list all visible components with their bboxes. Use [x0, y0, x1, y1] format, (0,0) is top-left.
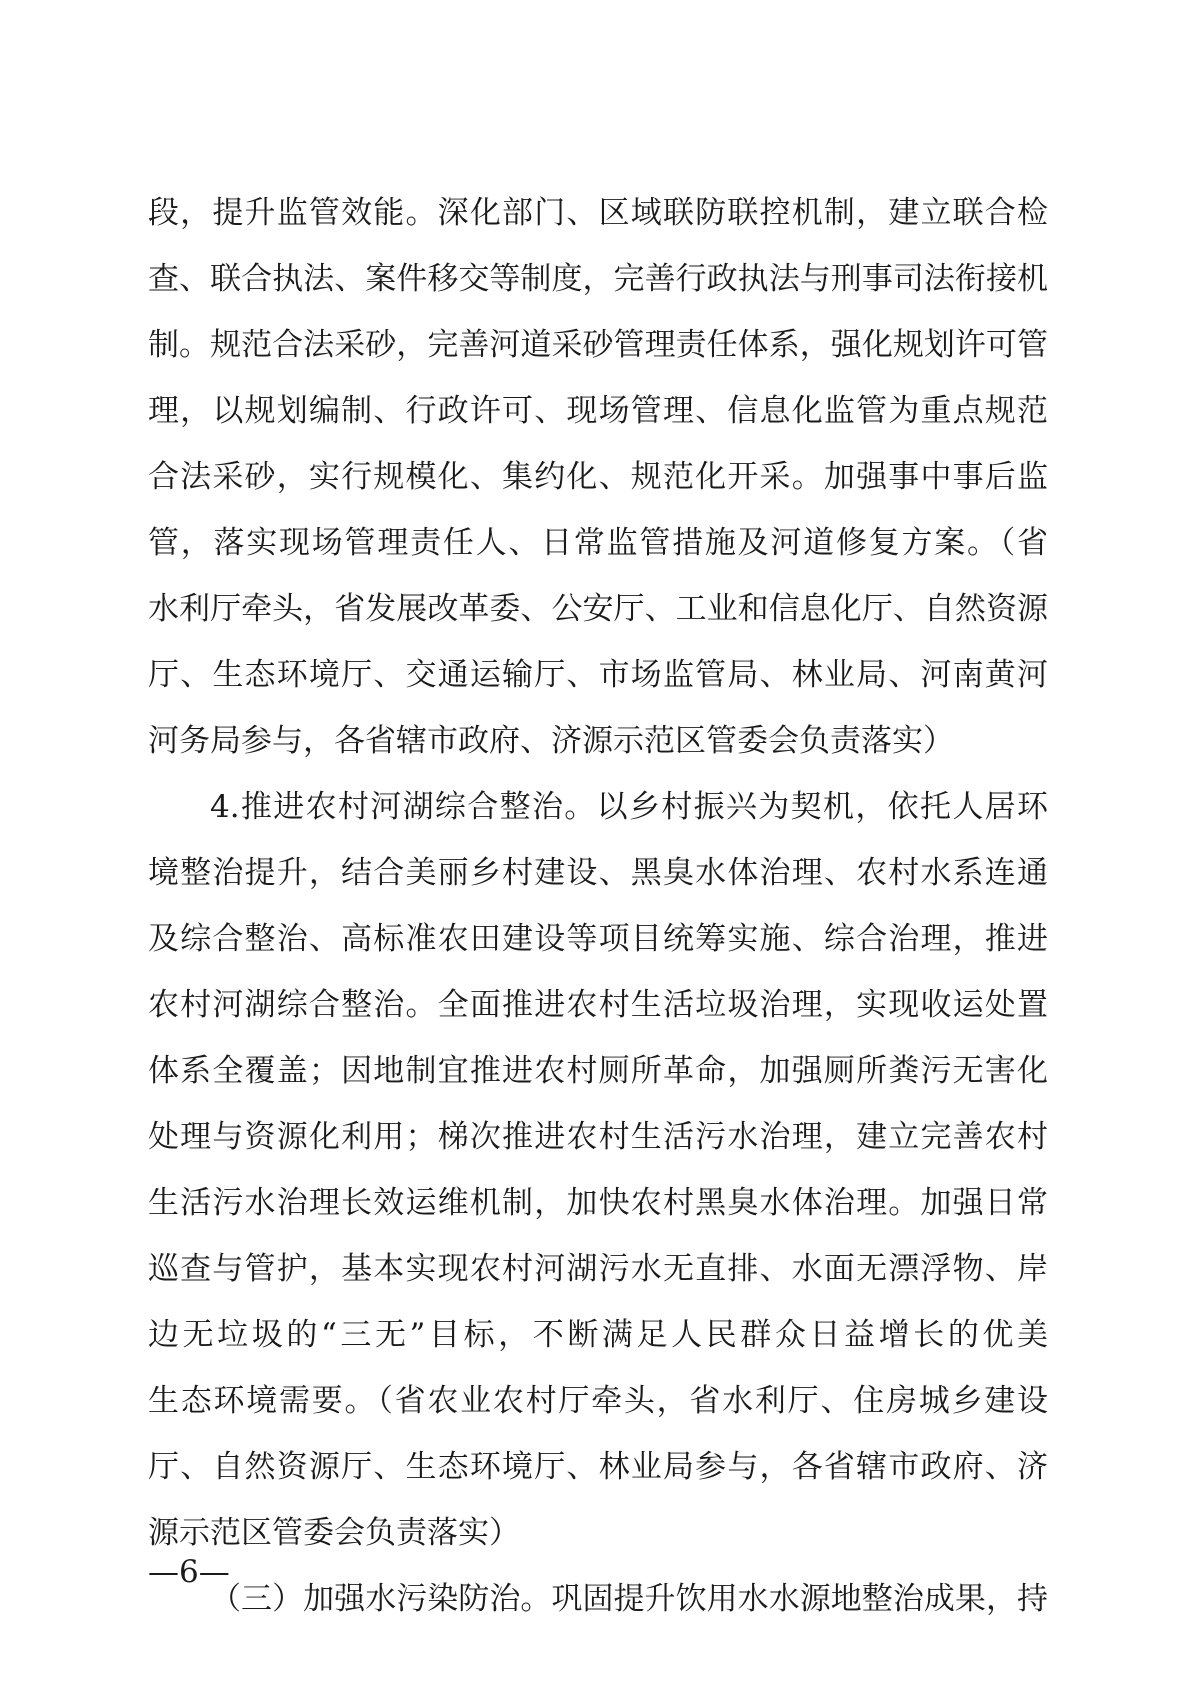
text-line: 境整治提升，结合美丽乡村建设、黑臭水体治理、农村水系连通 [148, 855, 1048, 891]
page-number: —6— [148, 1554, 230, 1590]
text-line: 体系全覆盖；因地制宜推进农村厕所革命，加强厕所粪污无害化 [148, 1053, 1048, 1089]
text-line: 水利厅牵头，省发展改革委、公安厅、工业和信息化厅、自然资源 [148, 591, 1048, 627]
text-line: 制。规范合法采砂，完善河道采砂管理责任体系，强化规划许可管 [148, 327, 1048, 363]
text-line: 段，提升监管效能。深化部门、区域联防联控机制，建立联合检 [148, 195, 1048, 231]
text-line: 合法采砂，实行规模化、集约化、规范化开采。加强事中事后监 [148, 459, 1048, 495]
text-line: 管，落实现场管理责任人、日常监管措施及河道修复方案。（省 [148, 525, 1048, 561]
text-line: 及综合整治、高标准农田建设等项目统筹实施、综合治理，推进 [148, 921, 1048, 957]
text-line: 生活污水治理长效运维机制，加快农村黑臭水体治理。加强日常 [148, 1185, 1048, 1221]
text-line: 河务局参与，各省辖市政府、济源示范区管委会负责落实） [148, 723, 954, 759]
section-heading-line: （三）加强水污染防治。巩固提升饮用水水源地整治成果，持 [210, 1581, 1048, 1617]
text-line: 厅、自然资源厅、生态环境厅、林业局参与，各省辖市政府、济 [148, 1449, 1048, 1485]
text-line: 处理与资源化利用；梯次推进农村生活污水治理，建立完善农村 [148, 1119, 1048, 1155]
text-line: 理，以规划编制、行政许可、现场管理、信息化监管为重点规范 [148, 393, 1048, 429]
text-line: 厅、生态环境厅、交通运输厅、市场监管局、林业局、河南黄河 [148, 657, 1048, 693]
text-line: 生态环境需要。（省农业农村厅牵头，省水利厅、住房城乡建设 [148, 1383, 1048, 1419]
paragraph-start-line: 4.推进农村河湖综合整治。以乡村振兴为契机，依托人居环 [210, 789, 1048, 825]
text-line: 边无垃圾的“三无”目标，不断满足人民群众日益增长的优美 [148, 1317, 1048, 1353]
body-text [148, 180, 1048, 1632]
text-line: 巡查与管护，基本实现农村河湖污水无直排、水面无漂浮物、岸 [148, 1251, 1048, 1287]
text-line: 查、联合执法、案件移交等制度，完善行政执法与刑事司法衔接机 [148, 261, 1048, 297]
text-line: 农村河湖综合整治。全面推进农村生活垃圾治理，实现收运处置 [148, 987, 1048, 1023]
text-line: 源示范区管委会负责落实） [148, 1515, 520, 1551]
